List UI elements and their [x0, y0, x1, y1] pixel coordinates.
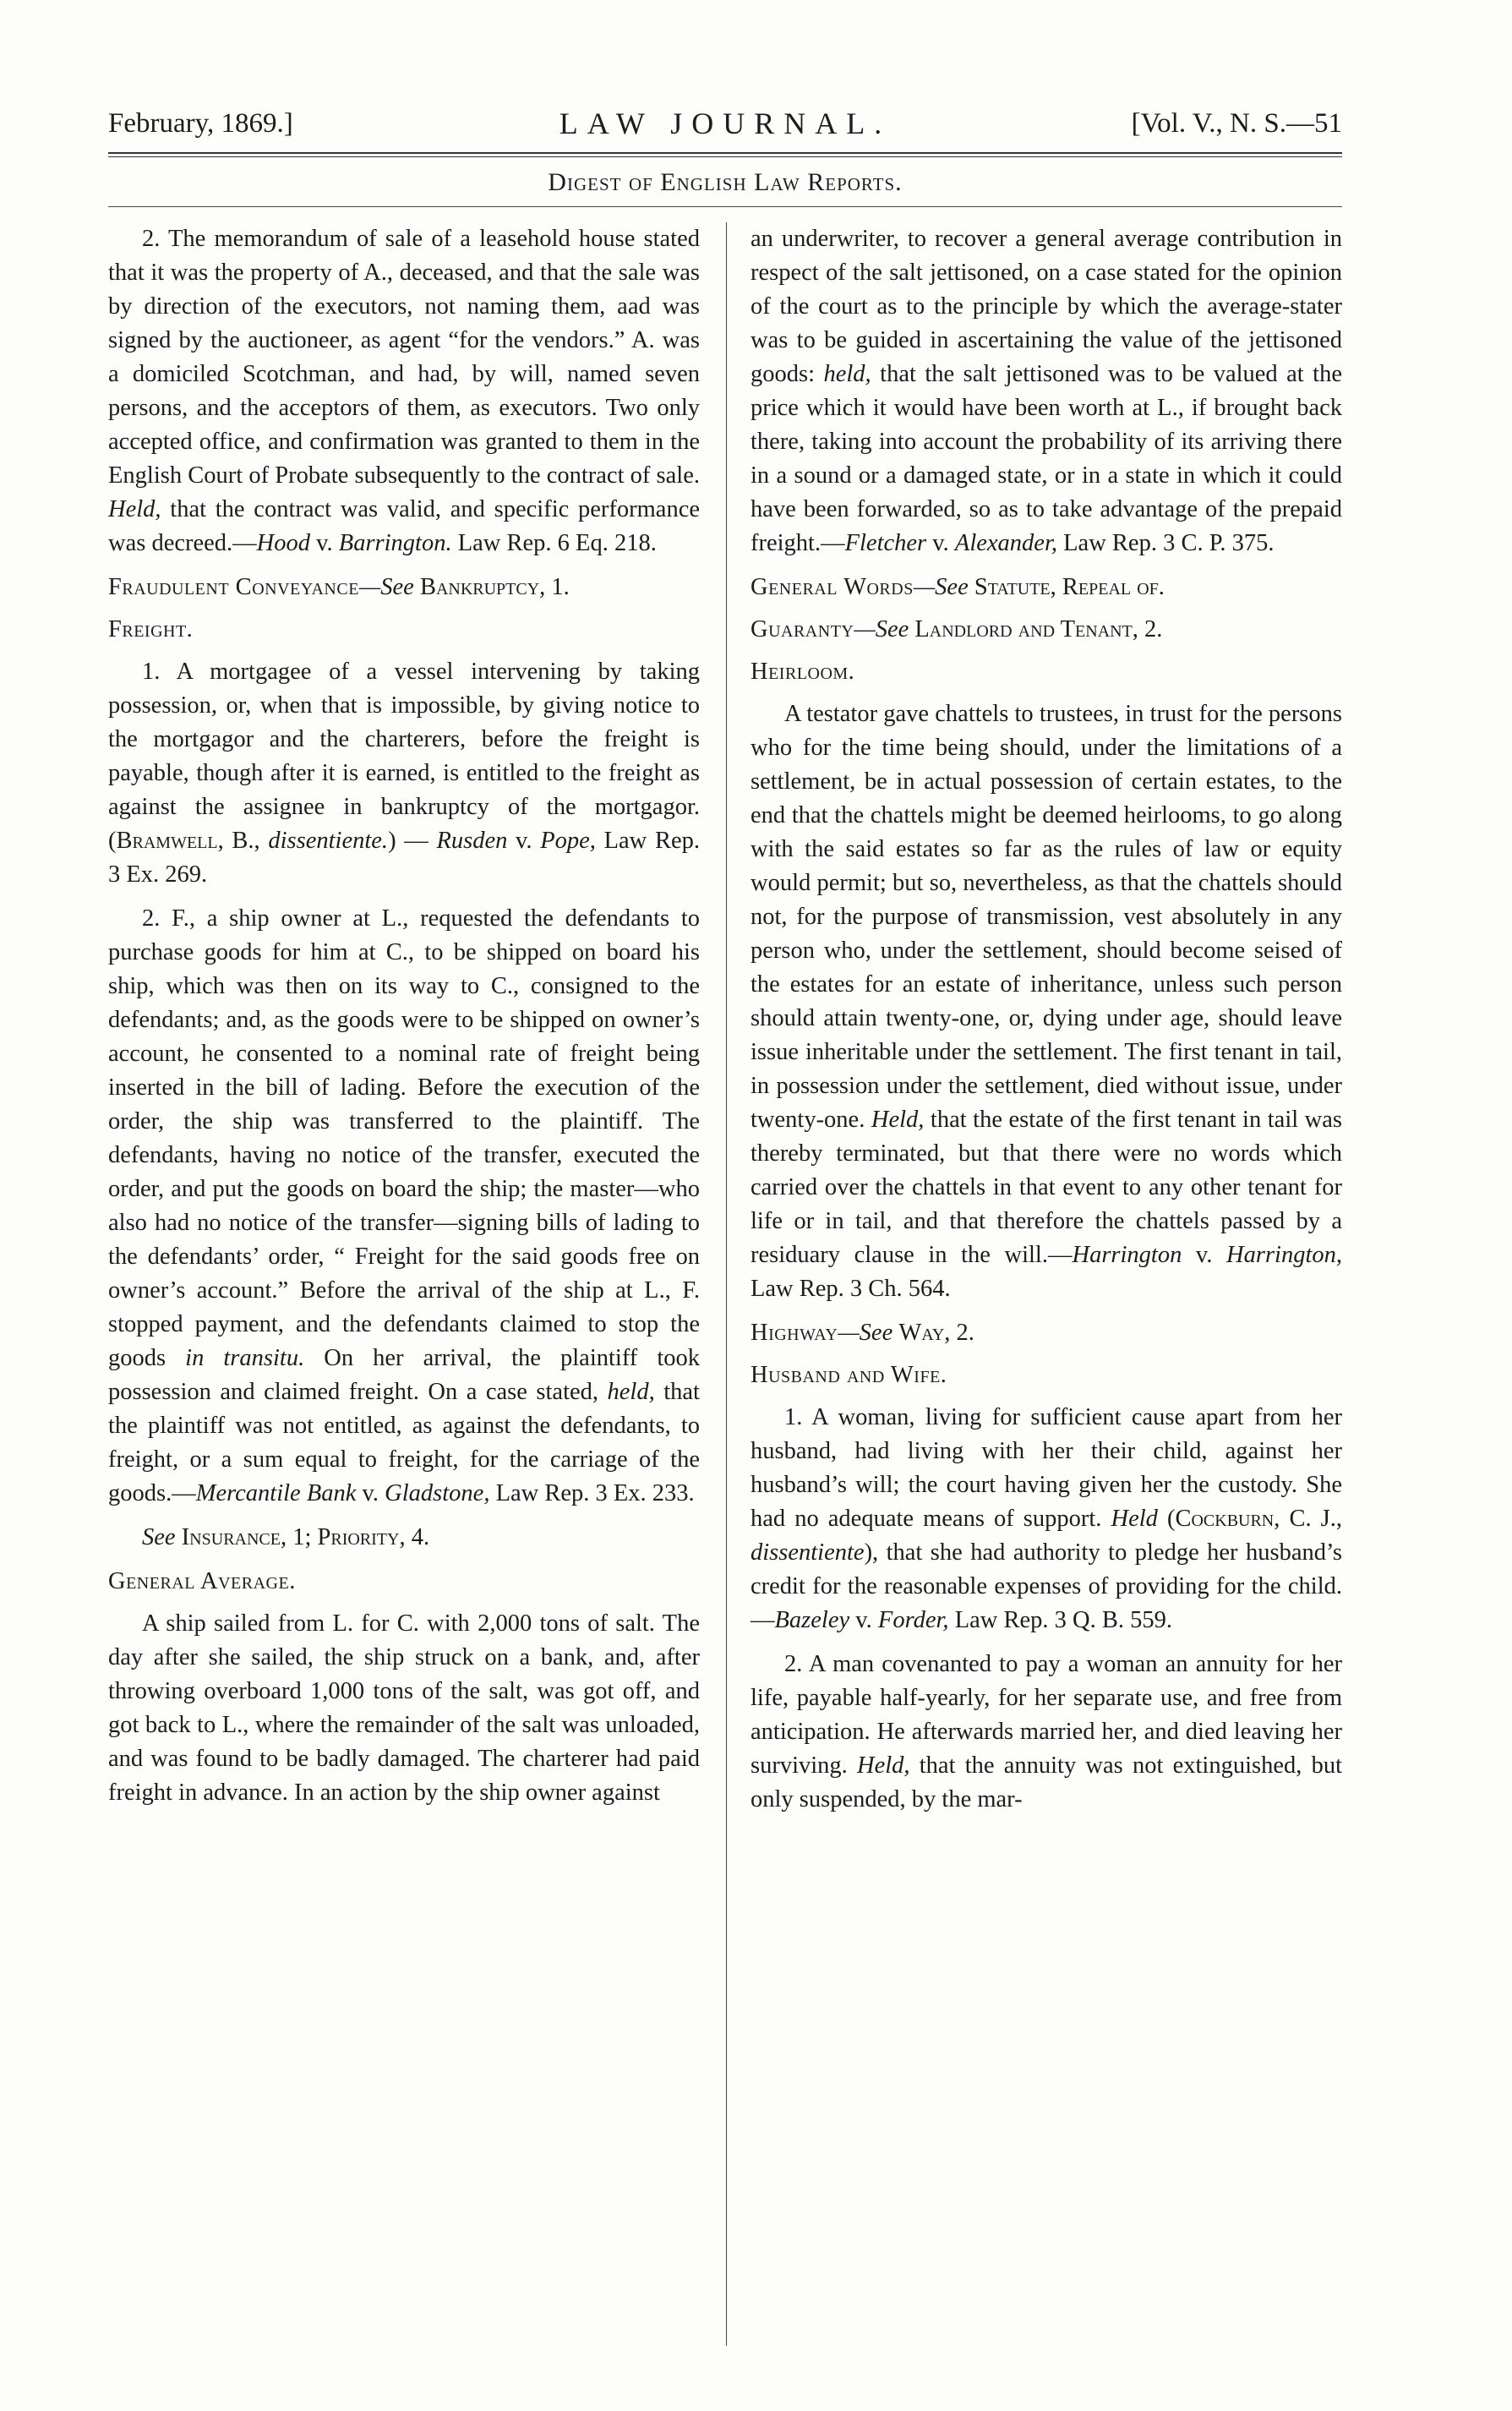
- paragraph-heirloom: A testator gave chattels to trustees, in trust for the persons who for the time being should, under the limitations of a settlement, be in actual possession of certain estates, to the end that the chattels might be deemed heirlooms, to go along with the said estates so far as the rules of law or equity would permit; but so, nevertheless, as that the chattels should not, for the purpose of transmission, vest absolutely in any person who, under the settlement, should become seised of the estates for an estate of inheritance, unless such person should attain twenty-one, or, dying under age, should leave issue inheritable under the settlement. The first tenant in tail, in possession under the settlement, died without issue, under twenty-one. Held, that the estate of the first tenant in tail was thereby terminated, but that there were no words which carried over the chattels in that event to any other tenant for life or in tail, and that therefore the chattels passed by a residuary clause in the will.—Harrington v. Harrington, Law Rep. 3 Ch. 564.: [751, 701, 1342, 1302]
- running-header: [108, 100, 1342, 147]
- heading-highway: Highway—See Way, 2.: [751, 1320, 974, 1346]
- heading-guaranty: Guaranty—See Landlord and Tenant, 2.: [751, 616, 1163, 642]
- heading-heirloom: Heirloom.: [751, 659, 855, 685]
- right-column: [751, 222, 1342, 1827]
- heading-general-average: General Average.: [108, 1568, 296, 1594]
- section-title: Digest of English Law Reports.: [548, 168, 903, 196]
- journal-title: LAW JOURNAL.: [559, 107, 892, 140]
- heading-fraudulent-conveyance: Fraudulent Conveyance—See Bankruptcy, 1.: [108, 574, 570, 600]
- paragraph-general-average-cont: an underwriter, to recover a general average contribution in respect of the salt jettisoned, on a case stated for the opinion of the court as to the principle by which the average-stater was to be guided in ascertaining the value of the jettisoned goods: held, that the salt jettisoned was to be valued at the price which it would have been worth at L., if brought back there, taking into account the probability of its arriving there in a sound or a damaged state, or in a state in which it could have been forwarded, so as to take advantage of the prepaid freight.—Fletcher v. Alexander, Law Rep. 3 C. P. 375.: [751, 226, 1342, 556]
- heading-husband-and-wife: Husband and Wife.: [751, 1362, 947, 1388]
- heading-general-words: General Words—See Statute, Repeal of.: [751, 574, 1165, 600]
- paragraph-freight-1: 1. A mortgagee of a vessel intervening by taking possession, or, when that is impossible, by giving notice to the mortgagor and the charterers, before the freight is payable, though after it is earned, is entitled to the freight as against the assignee in bankruptcy of the mortgagor. (Bramwell, B., dissentiente.) — Rusden v. Pope, Law Rep. 3 Ex. 269.: [108, 659, 700, 888]
- header-rule: [108, 152, 1342, 157]
- paragraph-see-also: See Insurance, 1; Priority, 4.: [142, 1524, 430, 1550]
- paragraph-freight-2: 2. F., a ship owner at L., requested the defendants to purchase goods for him at C., to be shipped on board his ship, which was then on its way to C., consigned to the defendants; and, as the goods were to be shipped on owner’s account, he consented to a nominal rate of freight being inserted in the bill of lading. Before the execution of the order, the ship was transferred to the plaintiff. The defendants, having no notice of the transfer, executed the order, and put the goods on board the ship; the master—who also had no notice of the transfer—signing bills of lading to the defendants’ order, “ Freight for the said goods free on owner’s account.” Before the arrival of the ship at L., F. stopped payment, and the defendants claimed to stop the goods in transitu. On her arrival, the plaintiff took possession and claimed freight. On a case stated, held, that the plaintiff was not entitled, as against the defendants, to freight, or a sum equal to freight, for the carriage of the goods.—Mercantile Bank v. Gladstone, Law Rep. 3 Ex. 233.: [108, 905, 701, 1506]
- page: [108, 100, 1342, 1827]
- paragraph-contract-sale: 2. The memorandum of sale of a leasehold house stated that it was the property of A., deceased, and that the sale was by direction of the executors, not naming them, aad was signed by the auctioneer, as agent “for the vendors.” A. was a domiciled Scotchman, and had, by will, named seven persons, and the acceptors of them, as executors. Two only accepted office, and confirmation was granted to them in the English Court of Probate subsequently to the contract of sale. Held, that the contract was valid, and specific performance was decreed.—Hood v. Barrington. Law Rep. 6 Eq. 218.: [108, 226, 700, 556]
- heading-freight: Freight.: [108, 616, 194, 642]
- volume-page: [Vol. V., N. S.—51: [1131, 108, 1342, 139]
- paragraph-husband-wife-1: 1. A woman, living for sufficient cause apart from her husband, had living with her their child, against her husband’s will; the court having given her the custody. She had no adequate means of support. Held (Cockburn, C. J., dissentiente), that she had authority to pledge her husband’s credit for the reasonable expenses of providing for the child.—Bazeley v. Forder, Law Rep. 3 Q. B. 559.: [751, 1404, 1342, 1633]
- two-column-body: [108, 222, 1342, 1827]
- issue-date: February, 1869.]: [108, 108, 293, 139]
- paragraph-husband-wife-2: 2. A man covenanted to pay a woman an annuity for her life, payable half-yearly, for her separate use, and free from anticipation. He afterwards married her, and died leaving her surviving. Held, that the annuity was not extinguished, but only suspended, by the mar-: [751, 1651, 1342, 1812]
- left-column: [108, 222, 700, 1827]
- section-rule: [108, 206, 1342, 207]
- paragraph-general-average: A ship sailed from L. for C. with 2,000 tons of salt. The day after she sailed, the ship struck on a bank, and, after throwing overboard 1,000 tons of the salt, was got off, and got back to L., where the remainder of the salt was unloaded, and was found to be badly damaged. The charterer had paid freight in advance. In an action by the ship owner against: [108, 1610, 700, 1806]
- column-divider: [726, 222, 727, 2346]
